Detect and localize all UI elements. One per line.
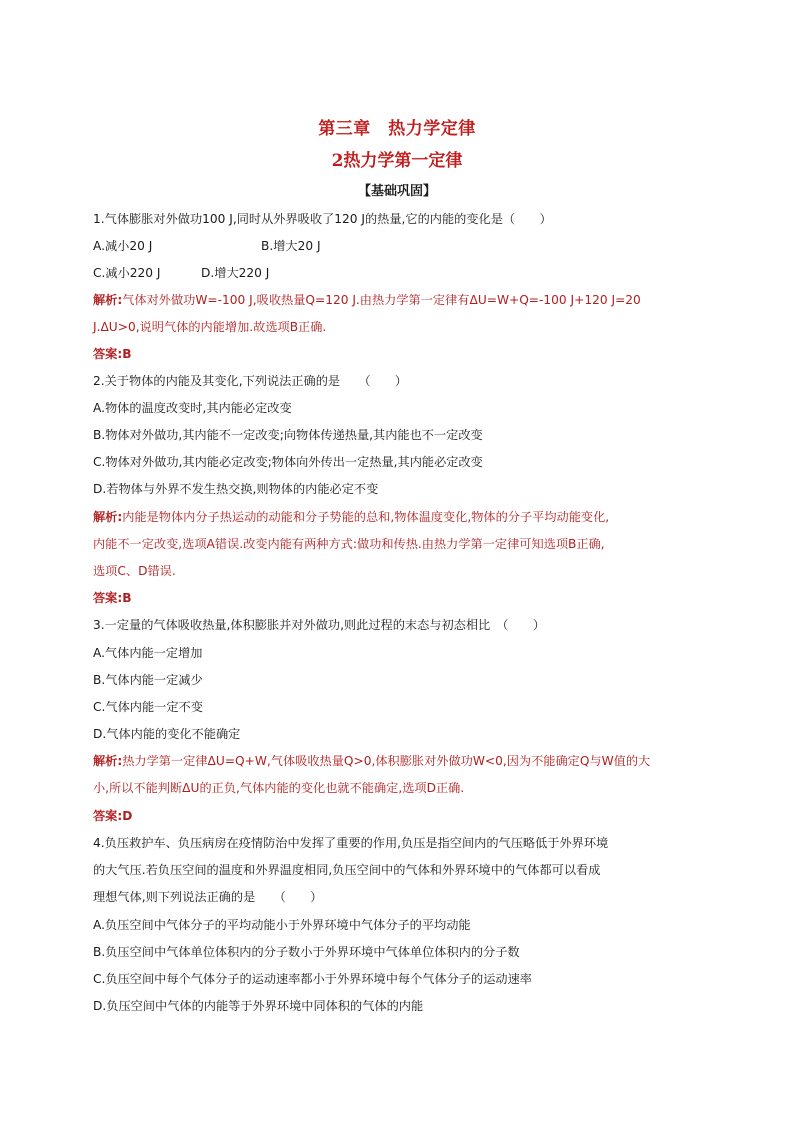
q3-answer-label: 答案: [93,809,123,823]
q2-option-a: A.物体的温度改变时,其内能必定改变 [93,401,292,415]
q4-option-a: A.负压空间中气体分子的平均动能小于外界环境中气体分子的平均动能 [93,918,471,932]
q3-analysis-line2: 小,所以不能判断ΔU的正负,气体内能的变化也就不能确定,选项D正确. [93,781,465,795]
q1-stem: 1.气体膨胀对外做功100 J,同时从外界吸收了120 J的热量,它的内能的变化是（ ） [93,212,552,226]
q3-stem: 3.一定量的气体吸收热量,体积膨胀并对外做功,则此过程的末态与初态相比 （ ） [93,618,546,632]
q2-analysis-line1 [93,509,609,525]
q4-stem-line3: 理想气体,则下列说法正确的是 （ ） [93,890,323,904]
q2-analysis-line3: 选项C、D错误. [93,564,176,578]
q3-option-c: C.气体内能一定不变 [93,700,203,714]
q1-analysis-line2: J.ΔU>0,说明气体的内能增加.故选项B正确. [93,320,327,334]
q3-analysis-line1 [93,753,650,769]
q2-option-b: B.物体对外做功,其内能不一定改变;向物体传递热量,其内能也不一定改变 [93,428,483,442]
q2-option-d: D.若物体与外界不发生热交换,则物体的内能必定不变 [93,482,379,496]
q3-option-a: A.气体内能一定增加 [93,646,203,660]
q1-options-row2 [93,265,270,281]
q2-analysis-text1: 内能是物体内分子热运动的动能和分子势能的总和,物体温度变化,物体的分子平均动能变化, [122,510,610,524]
lesson-title: 2热力学第一定律 [331,151,463,171]
q2-answer-label: 答案: [93,591,123,605]
q1-analysis-label: 解析: [93,293,123,307]
q3-analysis-text1: 热力学第一定律ΔU=Q+W,气体吸收热量Q>0,体积膨胀对外做功W<0,因为不能确定Q与W值的大 [122,754,651,768]
q1-answer-line [93,346,132,362]
q4-stem-line2: 的大气压.若负压空间的温度和外界温度相同,负压空间中的气体和外界环境中的气体都可以看成 [93,863,601,877]
q2-analysis-line2: 内能不一定改变,选项A错误.改变内能有两种方式:做功和传热.由热力学第一定律可知选项B正确, [93,537,605,551]
q1-option-c: C.减小220 J [93,266,161,280]
q1-option-d: D.增大220 J [201,266,270,280]
q1-analysis-text1: 气体对外做功W=-100 J,吸收热量Q=120 J.由热力学第一定律有ΔU=W+Q=-100 J+120 J=20 [122,293,641,307]
q4-stem-line1: 4.负压救护车、负压病房在疫情防治中发挥了重要的作用,负压是指空间内的气压略低于外界环境 [93,836,609,850]
q1-options-row1 [93,238,321,254]
q3-option-d: D.气体内能的变化不能确定 [93,727,241,741]
q3-answer-line [93,808,132,824]
q1-option-b: B.增大20 J [261,239,321,253]
q4-option-c: C.负压空间中每个气体分子的运动速率都小于外界环境中每个气体分子的运动速率 [93,972,532,986]
q1-answer-label: 答案: [93,347,123,361]
q2-option-c: C.物体对外做功,其内能必定改变;物体向外传出一定热量,其内能必定改变 [93,455,483,469]
chapter-title: 第三章 热力学定律 [318,119,476,139]
q1-answer-value: B [122,347,132,361]
section-heading: 【基础巩固】 [357,184,436,199]
q3-option-b: B.气体内能一定减少 [93,673,203,687]
q2-answer-value: B [122,591,132,605]
q3-answer-value: D [122,809,133,823]
q4-option-b: B.负压空间中气体单位体积内的分子数小于外界环境中气体单位体积内的分子数 [93,945,520,959]
q2-analysis-label: 解析: [93,510,123,524]
q2-answer-line [93,590,132,606]
q3-analysis-label: 解析: [93,754,123,768]
q1-option-a: A.减小20 J [93,239,153,253]
q1-analysis-line1 [93,292,641,308]
q4-option-d: D.负压空间中气体的内能等于外界环境中同体积的气体的内能 [93,999,424,1013]
q2-stem: 2.关于物体的内能及其变化,下列说法正确的是 （ ） [93,374,408,388]
